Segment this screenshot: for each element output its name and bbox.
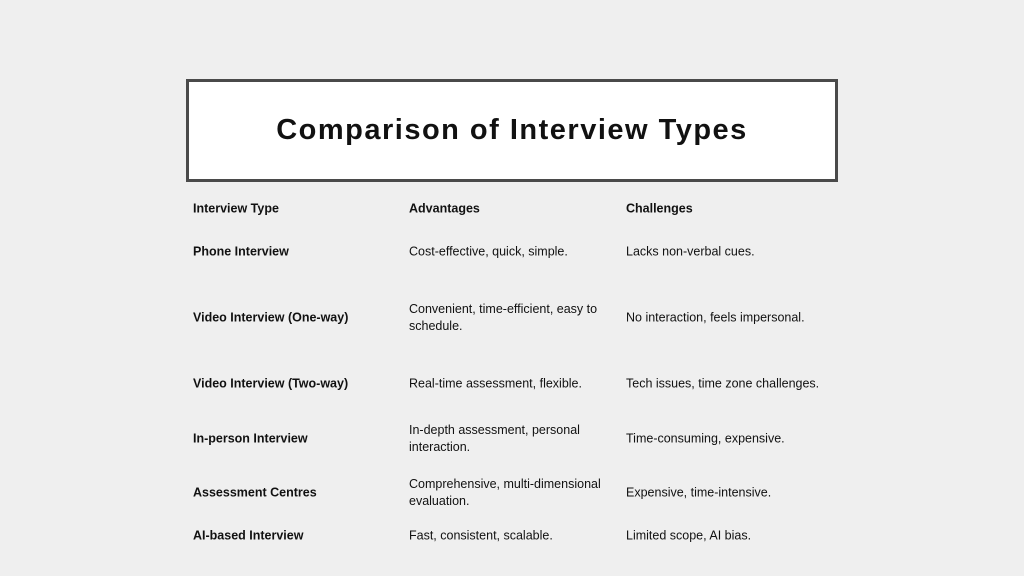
cell-advantages: Cost-effective, quick, simple. (409, 244, 568, 259)
column-header-advantages: Advantages (409, 201, 480, 216)
cell-challenges: Tech issues, time zone challenges. (626, 376, 820, 391)
cell-challenges: Lacks non-verbal cues. (626, 244, 755, 259)
cell-challenges: Limited scope, AI bias. (626, 528, 752, 543)
cell-advantages: Real-time assessment, flexible. (409, 376, 582, 391)
cell-advantages: Convenient, time-efficient, easy to schedule. (409, 302, 598, 333)
row-label-video-interview-one-way: Video Interview (One-way) (193, 310, 349, 325)
column-header-interview-type: Interview Type (193, 201, 279, 216)
row-label-phone-interview: Phone Interview (193, 244, 289, 259)
row-label-assessment-centres: Assessment Centres (193, 485, 317, 500)
cell-challenges: No interaction, feels impersonal. (626, 310, 805, 325)
row-label-video-interview-two-way: Video Interview (Two-way) (193, 376, 349, 391)
cell-challenges: Time-consuming, expensive. (626, 431, 785, 446)
cell-advantages: Fast, consistent, scalable. (409, 528, 553, 543)
column-header-challenges: Challenges (626, 201, 693, 216)
row-label-ai-based-interview: AI-based Interview (193, 528, 304, 543)
page-title: Comparison of Interview Types (276, 114, 748, 146)
row-label-in-person-interview: In-person Interview (193, 431, 308, 446)
cell-advantages: In-depth assessment, personal interaction. (409, 423, 580, 454)
cell-advantages: Comprehensive, multi-dimensional evaluation. (409, 477, 601, 508)
cell-challenges: Expensive, time-intensive. (626, 485, 772, 500)
